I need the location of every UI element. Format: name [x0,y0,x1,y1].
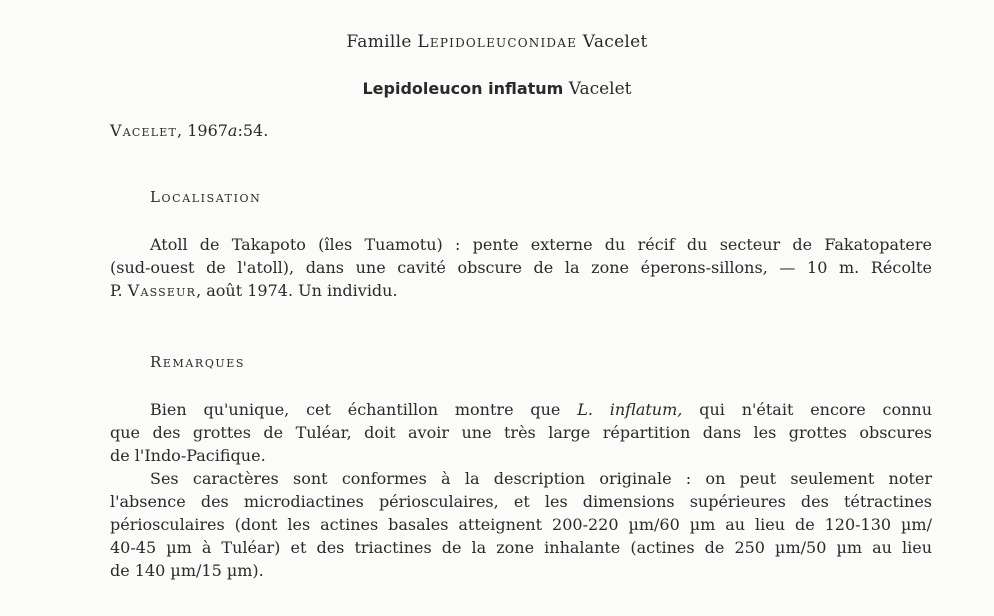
family-author: Vacelet [582,32,648,52]
remarques-heading: Remarques [150,353,246,371]
species-author: Vacelet [568,79,632,99]
species-heading [0,79,994,99]
collector-suffix: , août 1974. Un individu. [196,281,398,300]
localisation-line-2: (sud-ouest de l'atoll), dans une cavité obscure de la zone éperons-sillons, — 10 m. Récolte [110,258,932,277]
remarques-paragraph-1 [110,398,932,467]
reference-suffix: a [227,121,238,140]
family-name: Lepidoleuconidae [417,32,578,52]
species-name: Lepidoleucon inflatum [362,79,564,98]
species-abbrev-italic: L. inflatum, [577,400,683,419]
collector-name: Vasseur [127,281,197,300]
localisation-paragraph [110,233,932,302]
localisation-heading: Localisation [150,188,262,206]
localisation-line-3 [110,279,932,302]
family-heading [0,32,994,52]
remarques-p2-line-3: périosculaires (dont les actines basales atteignent 200-220 µm/60 µm au lieu de 120-130 µm/ [110,515,932,534]
reference-author: Vacelet [110,121,178,140]
localisation-line-1: Atoll de Takapoto (îles Tuamotu) : pente externe du récif du secteur de Fakatopatere [150,235,932,254]
remarques-p1-line-1 [110,398,932,421]
remarques-p1-line-3: de l'Indo-Pacifique. [110,446,266,465]
remarques-p2-line-5: de 140 µm/15 µm). [110,561,264,580]
family-prefix: Famille [346,32,412,52]
remarques-paragraph-2 [110,467,932,582]
remarques-p2-line-1: Ses caractères sont conformes à la description originale : on peut seulement noter [150,469,932,488]
collector-prefix: P. [110,281,128,300]
remarques-p1-text-b: qui n'était encore connu [682,400,933,419]
remarques-p2-line-2: l'absence des microdiactines périosculaires, et les dimensions supérieures des tétractines [110,492,932,511]
remarques-p2-line-4: 40-45 µm à Tuléar) et des triactines de la zone inhalante (actines de 250 µm/50 µm au lieu [110,538,932,557]
reference-year: , 1967 [177,121,228,140]
bibliographic-reference [110,121,268,140]
reference-page: :54. [237,121,269,140]
remarques-p1-text-a: Bien qu'unique, cet échantillon montre que [150,400,578,419]
remarques-p1-line-2: que des grottes de Tuléar, doit avoir une très large répartition dans les grottes obscures [110,423,932,442]
